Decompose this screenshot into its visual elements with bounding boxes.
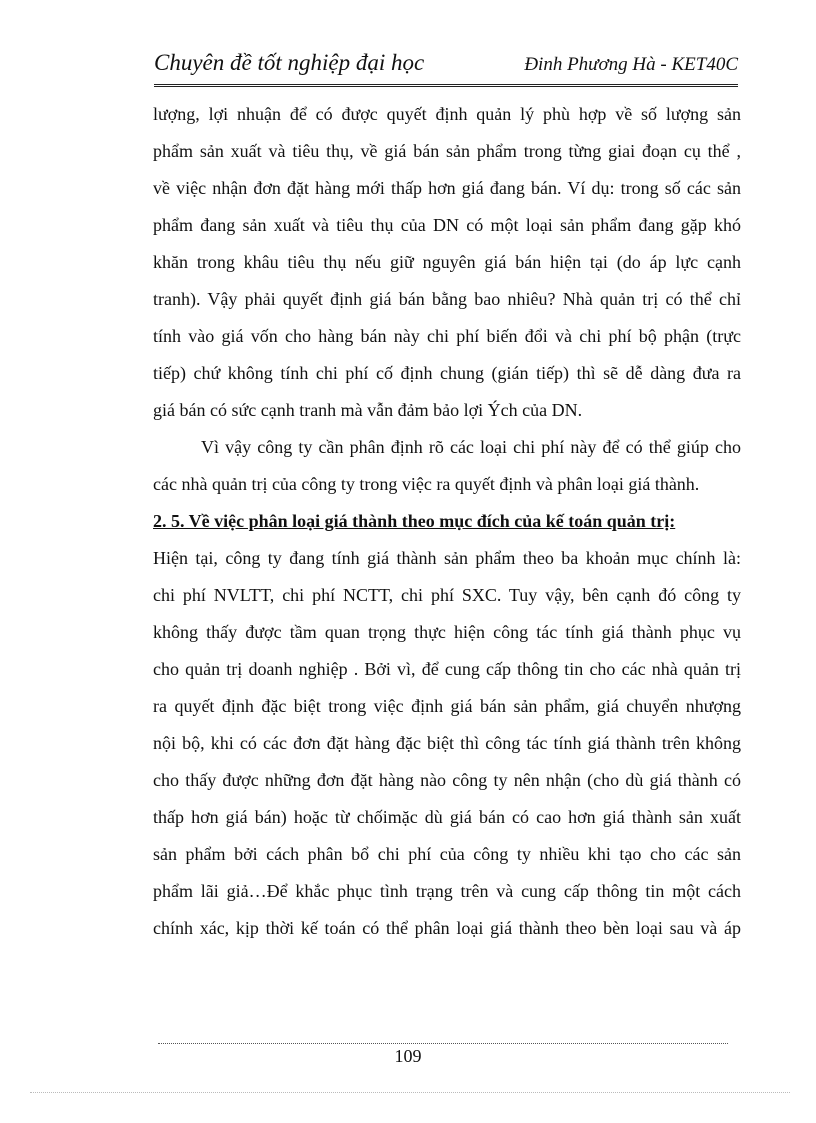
text-line: thấp hơn giá bán) hoặc từ chốimặc dù giá bán có cao hơn giá thành sản xuất (153, 807, 741, 827)
section-heading: 2. 5. Về việc phân loại giá thành theo mục đích của kế toán quản trị: (153, 511, 676, 531)
text-line: phẩm đang sản xuất và tiêu thụ của DN có một loại sản phẩm đang gặp khó (153, 215, 741, 235)
page-header (154, 50, 738, 87)
text-line: sản phẩm bởi cách phân bổ chi phí của công ty nhiều khi tạo cho các sản (153, 844, 741, 864)
text-line: không thấy được tầm quan trọng thực hiện công tác tính giá thành phục vụ (153, 622, 741, 642)
text-line: chi phí NVLTT, chi phí NCTT, chi phí SXC. Tuy vậy, bên cạnh đó công ty (153, 585, 741, 605)
text-line: phẩm sản xuất và tiêu thụ, về giá bán sản phẩm trong từng giai đoạn cụ thể , (153, 141, 741, 161)
text-line: về việc nhận đơn đặt hàng mới thấp hơn giá đang bán. Ví dụ: trong số các sản (153, 178, 741, 198)
text-line: cho quản trị doanh nghiệp . Bởi vì, để cung cấp thông tin cho các nhà quản trị (153, 659, 741, 679)
text-line: phẩm lãi giả…Để khắc phục tình trạng trên và cung cấp thông tin một cách (153, 881, 741, 901)
footer-divider (158, 1043, 728, 1044)
body-text (153, 96, 741, 947)
page-number: 109 (394, 1046, 422, 1066)
text-line: nội bộ, khi có các đơn đặt hàng đặc biệt thì công tác tính giá thành trên không (153, 733, 741, 753)
text-line: tranh). Vậy phải quyết định giá bán bằng bao nhiêu? Nhà quản trị có thể chỉ (153, 289, 741, 309)
text-line: lượng, lợi nhuận để có được quyết định quản lý phù hợp về số lượng sản (153, 104, 741, 124)
text-line: tiếp) chứ không tính chi phí cố định chung (gián tiếp) thì sẽ dễ dàng đưa ra (153, 363, 741, 383)
document-title: Chuyên đề tốt nghiệp đại học (154, 50, 425, 75)
text-line: giá bán có sức cạnh tranh mà vẫn đảm bảo lợi Ých của DN. (153, 400, 583, 420)
text-line: Hiện tại, công ty đang tính giá thành sản phẩm theo ba khoản mục chính là: (153, 548, 741, 568)
text-line: tính vào giá vốn cho hàng bán này chi phí biến đổi và chi phí bộ phận (trực (153, 326, 741, 346)
text-line: các nhà quản trị của công ty trong việc ra quyết định và phân loại giá thành. (153, 474, 700, 494)
text-line: cho thấy được những đơn đặt hàng nào công ty nên nhận (cho dù giá thành có (153, 770, 741, 790)
text-line: Vì vậy công ty cần phân định rõ các loại chi phí này để có thể giúp cho (201, 437, 741, 457)
text-line: ra quyết định đặc biệt trong việc định giá bán sản phẩm, giá chuyển nhượng (153, 696, 741, 716)
author-class: Đinh Phương Hà - KET40C (524, 54, 738, 75)
page-bottom-divider (30, 1092, 790, 1093)
text-line: chính xác, kịp thời kế toán có thể phân loại giá thành theo bèn loại sau và áp (153, 918, 741, 938)
text-line: khăn trong khâu tiêu thụ nếu giữ nguyên giá bán hiện tại (do áp lực cạnh (153, 252, 741, 272)
